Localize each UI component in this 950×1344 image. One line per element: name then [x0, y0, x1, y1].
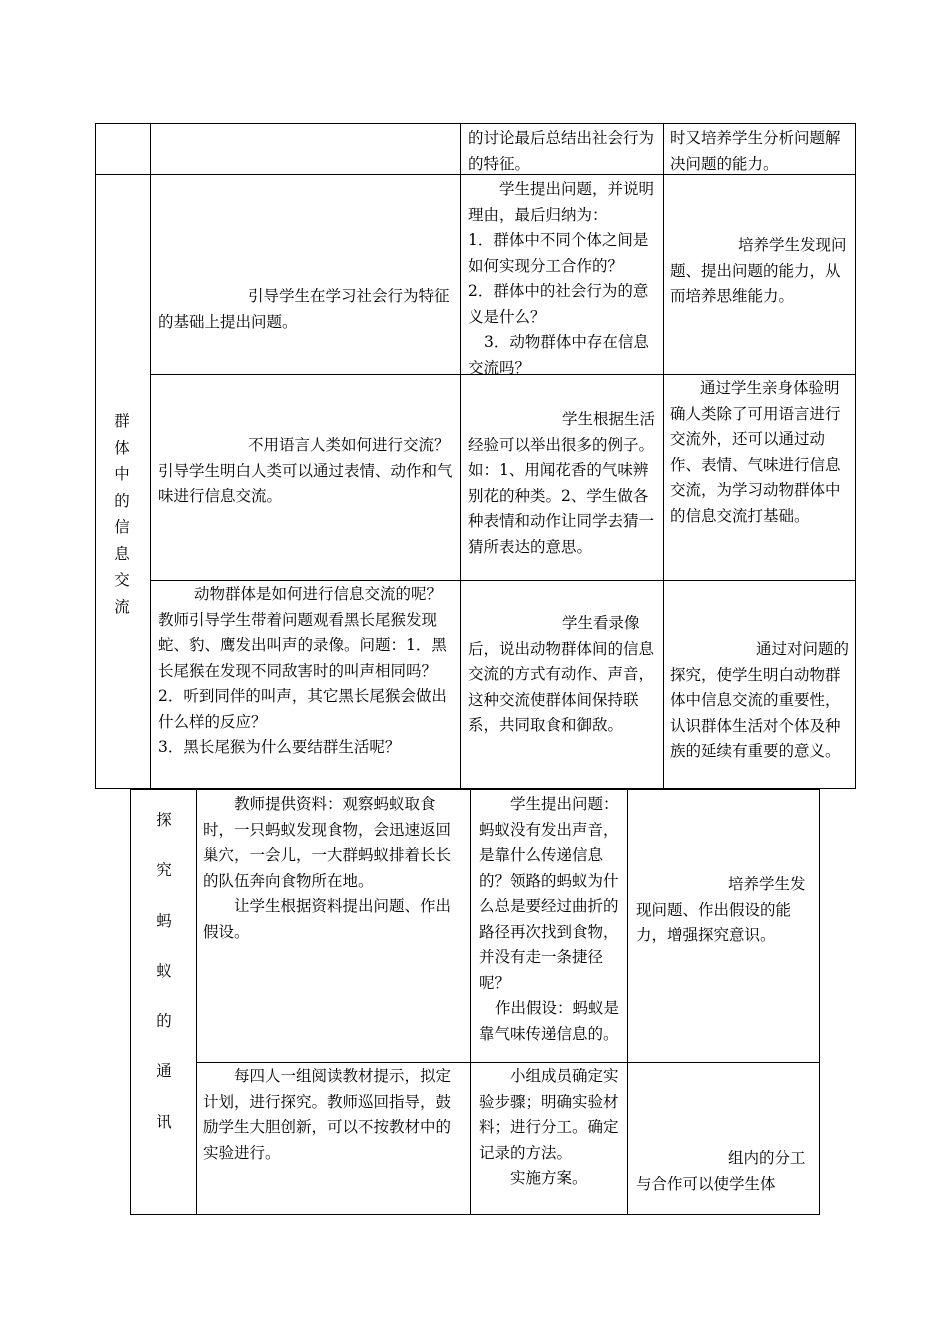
t1-row2-student-p1: 学生提出问题，并说明理由，最后归纳为：	[468, 180, 655, 224]
table2-col-divider	[470, 789, 471, 1215]
t1-row4-teacher-cell	[158, 582, 453, 761]
t2-row1-teacher-cell	[203, 792, 465, 945]
table2-row-divider	[196, 1062, 819, 1063]
t2-row2-intent-cell	[636, 1146, 814, 1197]
t1-section-title-text: 群体中的信息交流	[114, 412, 130, 616]
t2-section-title-text: 探究蚂蚁的通讯	[156, 811, 172, 1131]
t2-row1-student-p1: 学生提出问题：蚂蚁没有发出声音，是靠什么传递信息的？领路的蚂蚁为什么总是要经过曲折的路径再次找到食物，并没有走一条捷径呢？	[479, 795, 619, 992]
table1-col-divider	[663, 123, 664, 789]
t1-row2-student-p3: 2．群体中的社会行为的意义是什么？	[468, 282, 649, 326]
t1-row1-student-text: 的讨论最后总结出社会行为的特征。	[468, 129, 655, 173]
t2-row2-teacher-text: 每四人一组阅读教材提示，拟定计划，进行探究。教师巡回指导，鼓励学生大胆创新，可以不按教材中的实验进行。	[203, 1067, 452, 1162]
t2-row2-student-p2: 实施方案。	[510, 1169, 588, 1187]
t1-row4-teacher-p1: 动物群体是如何进行信息交流的呢？教师引导学生带着问题观看黑长尾猴发现蛇、豹、鹰发出叫声的录像。问题：1．黑长尾猴在发现不同敌害时的叫声相同吗？	[158, 585, 447, 680]
table1-right-border	[855, 123, 856, 789]
t1-row4-student-text: 学生看录像后，说出动物群体间的信息交流的方式有动作、声音，这种交流使群体间保持联系，共同取食和御敌。	[468, 614, 655, 734]
t2-row2-teacher-cell	[203, 1064, 465, 1166]
t1-row3-teacher-cell	[158, 433, 453, 510]
t1-row4-intent-text: 通过对问题的探究，使学生明白动物群体中信息交流的重要性，认识群体生活对个体及种族的延续有重要的意义。	[670, 640, 850, 760]
t1-row2-intent-cell	[670, 233, 850, 310]
table1-row-divider	[150, 580, 856, 581]
t1-row2-student-cell	[468, 177, 658, 381]
table1-left-border	[95, 123, 96, 789]
table2-right-border	[819, 789, 820, 1215]
table2-left-border	[130, 789, 131, 1215]
t1-row3-intent-text: 通过学生亲身体验明确人类除了可用语言进行交流外，还可以通过动作、表情、气味进行信息交流，为学习动物群体中的信息交流打基础。	[670, 379, 841, 525]
t1-row3-intent-cell	[670, 376, 850, 529]
t1-row1-student-cell	[468, 126, 658, 177]
table1-top-border	[95, 123, 856, 124]
t1-row3-student-cell	[468, 407, 658, 560]
t1-row1-intent-cell	[670, 126, 850, 177]
t2-row2-student-p1: 小组成员确定实验步骤；明确实验材料；进行分工。确定记录的方法。	[479, 1067, 619, 1162]
table2-top-border	[130, 789, 819, 790]
t1-section-title	[112, 408, 132, 620]
table2-bottom-border	[130, 1214, 819, 1215]
t2-row2-intent-text: 组内的分工与合作可以使学生体	[636, 1149, 806, 1193]
t1-row2-student-p4: 3．动物群体中存在信息交流吗？	[468, 333, 649, 377]
t2-row1-intent-cell	[636, 872, 814, 949]
t1-row2-intent-text: 培养学生发现问题、提出问题的能力，从而培养思维能力。	[670, 236, 847, 305]
table1-col-divider	[460, 123, 461, 789]
t1-row4-teacher-p3: 3．黑长尾猴为什么要结群生活呢？	[158, 738, 401, 756]
table2-col-divider	[627, 789, 628, 1215]
t2-row1-student-cell	[479, 792, 622, 1047]
t2-row1-teacher-p2: 让学生根据资料提出问题、作出假设。	[203, 897, 452, 941]
t2-row2-student-cell	[479, 1064, 622, 1192]
t1-row4-teacher-p2: 2．听到同伴的叫声，其它黑长尾猴会做出什么样的反应？	[158, 687, 447, 731]
t1-row3-student-text: 学生根据生活经验可以举出很多的例子。如：1、用闻花香的气味辨别花的种类。2、学生做各种表情和动作让同学去猜一猜所表达的意思。	[468, 410, 656, 556]
t2-section-title	[154, 795, 174, 1147]
table2-col-divider	[196, 789, 197, 1215]
t1-row3-teacher-text: 不用语言人类如何进行交流？引导学生明白人类可以通过表情、动作和气味进行信息交流。	[158, 436, 453, 505]
table1-col-divider	[150, 123, 151, 789]
t2-row1-student-p2: 作出假设：蚂蚁是靠气味传递信息的。	[479, 999, 620, 1043]
t1-row2-student-p2: 1．群体中不同个体之间是如何实现分工合作的？	[468, 231, 649, 275]
t1-row4-intent-cell	[670, 637, 850, 765]
t1-row1-intent-text: 时又培养学生分析问题解决问题的能力。	[670, 129, 841, 173]
t1-row4-student-cell	[468, 611, 658, 739]
t2-row1-intent-text: 培养学生发现问题、作出假设的能力，增强探究意识。	[636, 875, 806, 944]
t1-row2-teacher-cell	[158, 284, 453, 335]
t1-row2-teacher-text: 引导学生在学习社会行为特征的基础上提出问题。	[158, 287, 450, 331]
t2-row1-teacher-p1: 教师提供资料：观察蚂蚁取食时，一只蚂蚁发现食物，会迅速返回巢穴，一会儿，一大群蚂蚁排着长长的队伍奔向食物所在地。	[203, 795, 452, 890]
